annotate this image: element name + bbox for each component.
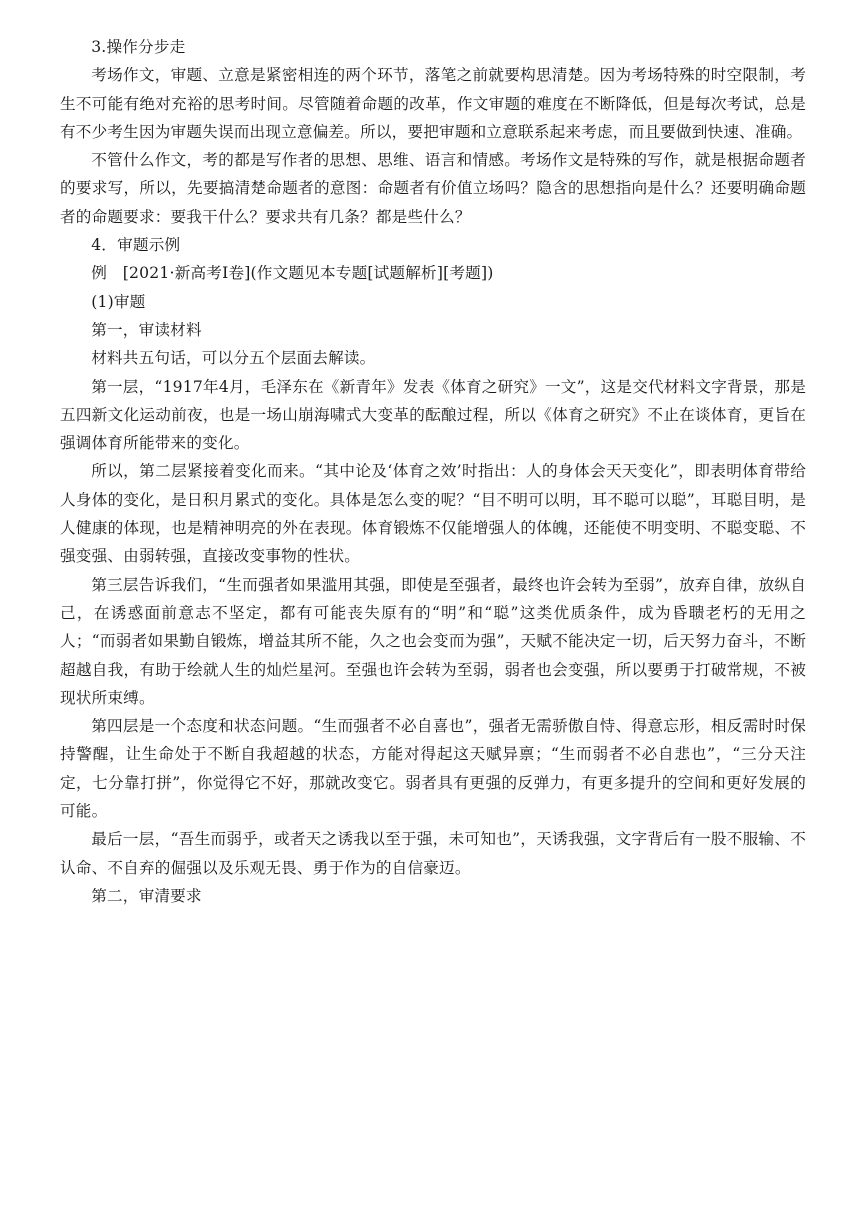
body-paragraph: 考场作文，审题、立意是紧密相连的两个环节，落笔之前就要构思清楚。因为考场特殊的时空限制，考生不可能有绝对充裕的思考时间。尽管随着命题的改革，作文审题的难度在不断降低，但是每次考试，总是有不少考生因为审题失误而出现立意偏差。所以，要把审题和立意联系起来考虑，而且要做到快速、准确。 (60, 66, 806, 141)
body-paragraph-layer-5: 最后一层，“吾生而弱乎，或者天之诱我以至于强，未可知也”，天诱我强，文字背后有一股不服输、不认命、不自弃的倔强以及乐观无畏、勇于作为的自信豪迈。 (60, 830, 806, 877)
body-paragraph-layer-1: 第一层，“1917年4月，毛泽东在《新青年》发表《体育之研究》一文”，这是交代材料文字背景，那是五四新文化运动前夜，也是一场山崩海啸式大变革的酝酿过程，所以《体育之研究》不止在谈体育，更旨在强调体育所能带来的变化。 (60, 377, 806, 453)
document-page (60, 33, 806, 910)
body-paragraph: 不管什么作文，考的都是写作者的思想、思维、语言和情感。考场作文是特殊的写作，就是根据命题者的要求写，所以，先要搞清楚命题者的意图：命题者有价值立场吗？隐含的思想指向是什么？还要明确命题者的命题要求：要我干什么？要求共有几条？都是些什么？ (60, 151, 806, 226)
section-heading-step-by-step: 3.操作分步走 (91, 38, 186, 56)
body-paragraph-layer-2: 所以，第二层紧接着变化而来。“其中论及‘体育之效’时指出：人的身体会天天变化”，即表明体育带给人身体的变化，是日积月累式的变化。具体是怎么变的呢？“目不明可以明，耳不聪可以聪”，耳聪目明，是人健康的体现，也是精神明亮的外在表现。体育锻炼不仅能增强人的体魄，还能使不明变明、不聪变聪、不强变强、由弱转强，直接改变事物的性状。 (60, 462, 806, 566)
section-heading-example: 4．审题示例 (91, 236, 181, 255)
example-reference: 例 [2021·新高考Ⅰ卷](作文题见本专题[试题解析][考题]) (91, 264, 494, 283)
body-paragraph-layer-3: 第三层告诉我们，“生而强者如果滥用其强，即使是至强者，最终也许会转为至弱”，放弃自律，放纵自己，在诱惑面前意志不坚定，都有可能丧失原有的“明”和“聪”这类优质条件，成为昏聩老朽的无用之人；“而弱者如果勤自锻炼，增益其所不能，久之也会变而为强”，天赋不能决定一切，后天努力奋斗，不断超越自我，有助于绘就人生的灿烂星河。至强也许会转为至弱，弱者也会变强，所以要勇于打破常规，不被现状所束缚。 (60, 575, 806, 707)
body-paragraph: 材料共五句话，可以分五个层面去解读。 (91, 349, 376, 368)
subheading-requirements: 第二，审清要求 (91, 886, 202, 905)
body-paragraph-layer-4: 第四层是一个态度和状态问题。“生而强者不必自喜也”，强者无需骄傲自恃、得意忘形，相反需时时保持警醒，让生命处于不断自我超越的状态，方能对得起这天赋异禀；“生而弱者不必自悲也”，“三分天注定，七分靠打拼”，你觉得它不好，那就改变它。弱者具有更强的反弹力，有更多提升的空间和更好发展的可能。 (60, 717, 806, 821)
subheading-review: (1)审题 (91, 292, 146, 311)
subheading-read-material: 第一，审读材料 (91, 320, 202, 339)
